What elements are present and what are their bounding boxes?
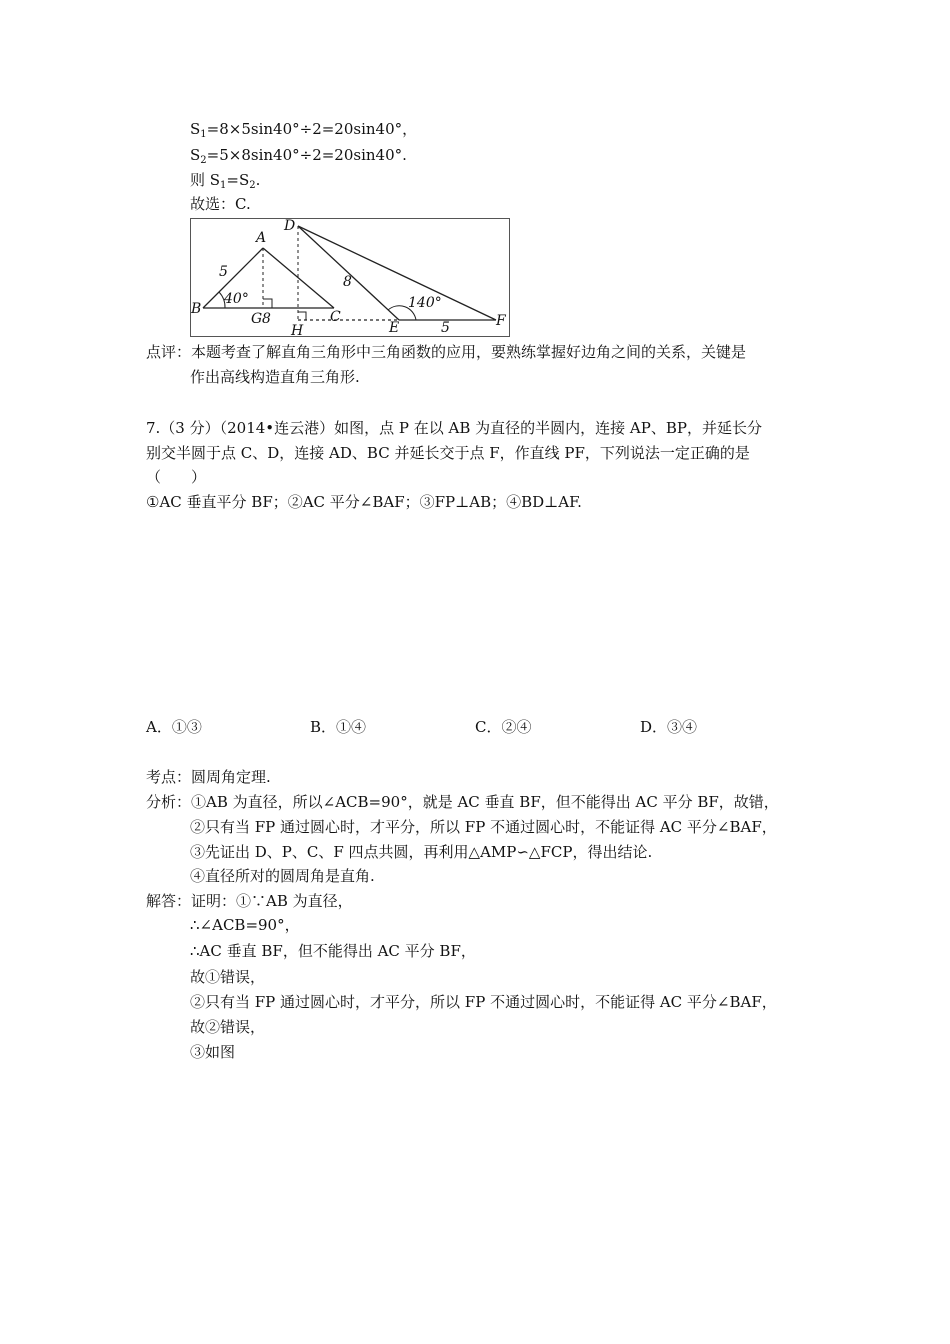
equation-s2 <box>190 145 407 171</box>
label-length-de: 8 <box>343 274 352 290</box>
conclusion-sub1: 1 <box>220 180 227 191</box>
label-length-ef: 5 <box>441 320 450 336</box>
s1-rhs: =8×5sin40°÷2=20sin40°， <box>206 120 418 138</box>
fenxi-line-4: ④直径所对的圆周角是直角. <box>190 867 375 885</box>
conclusion-sub2: 2 <box>249 180 256 191</box>
triangle-diagram <box>191 219 509 336</box>
right-angle-mark-g <box>263 299 272 308</box>
question-7-statements: ①AC 垂直平分 BF；②AC 平分∠BAF；③FP⊥AB；④BD⊥AF. <box>146 493 582 511</box>
equation-conclusion <box>190 170 260 196</box>
jieda-line-4: 故①错误， <box>190 968 266 986</box>
fenxi-label: 分析： <box>146 793 192 811</box>
kaodian-line <box>146 767 271 787</box>
s2-lhs: S <box>190 146 201 164</box>
fenxi-line-1 <box>146 792 779 812</box>
label-point-e: E <box>389 320 400 336</box>
jieda-line-1 <box>146 891 353 911</box>
comment-line-2: 作出高线构造直角三角形. <box>190 368 360 386</box>
option-d: D．③④ <box>640 718 698 736</box>
comment-text-1: 本题考查了解直角三角形中三角函数的应用，要熟练掌握好边角之间的关系，关键是 <box>191 343 747 361</box>
s2-rhs: =5×8sin40°÷2=20sin40°. <box>206 146 407 164</box>
kaodian-label: 考点： <box>146 768 192 786</box>
label-point-f: F <box>496 313 506 329</box>
jieda-line-7: ③如图 <box>190 1043 236 1061</box>
question-7-line-2: 别交半圆于点 C、D，连接 AD、BC 并延长交于点 F，作直线 PF，下列说法一定正确的是 <box>146 444 750 462</box>
comment-line-1 <box>146 342 746 362</box>
label-point-h: H <box>291 323 304 336</box>
label-point-b: B <box>191 301 202 317</box>
jieda-line-3: ∴AC 垂直 BF，但不能得出 AC 平分 BF， <box>190 942 476 960</box>
label-length-ab: 5 <box>219 264 228 280</box>
option-a: A．①③ <box>146 718 202 736</box>
question-7-line-3: （ ） <box>146 468 207 486</box>
triangle-figure <box>190 218 510 337</box>
jieda-line-2: ∴∠ACB=90°， <box>190 916 300 934</box>
fenxi-line-2: ②只有当 FP 通过圆心时，才平分，所以 FP 不通过圆心时，不能证得 AC 平分∠BAF， <box>190 818 777 836</box>
label-angle-e: 140° <box>408 295 442 311</box>
jieda-line-5: ②只有当 FP 通过圆心时，才平分，所以 FP 不通过圆心时，不能证得 AC 平分∠BAF， <box>190 993 777 1011</box>
segment-de <box>298 226 399 320</box>
label-length-bc: 8 <box>262 311 271 327</box>
kaodian-text: 圆周角定理. <box>191 768 271 786</box>
answer-choice: 故选：C. <box>190 195 251 213</box>
fenxi-line-3: ③先证出 D、P、C、F 四点共圆，再利用△AMP∽△FCP，得出结论. <box>190 843 653 861</box>
jieda-label: 解答： <box>146 892 192 910</box>
jieda-line-6: 故②错误， <box>190 1018 266 1036</box>
right-angle-mark-h <box>298 312 306 320</box>
comment-label: 点评： <box>146 343 192 361</box>
jieda-text-1: 证明：①∵AB 为直径， <box>191 892 353 910</box>
question-7-line-1: 7.（3 分）（2014•连云港）如图，点 P 在以 AB 为直径的半圆内，连接 AP、BP，并延长分 <box>146 419 762 437</box>
label-point-a: A <box>256 230 267 246</box>
conclusion-suffix: . <box>255 171 261 189</box>
conclusion-prefix: 则 S <box>190 171 221 189</box>
label-point-d: D <box>284 219 296 234</box>
equation-s1 <box>190 119 417 145</box>
option-c: C．②④ <box>475 718 532 736</box>
s2-sub: 2 <box>200 155 207 166</box>
s1-lhs: S <box>190 120 201 138</box>
label-point-g: G <box>251 311 263 327</box>
s1-sub: 1 <box>200 129 207 140</box>
label-angle-b: 40° <box>224 291 249 307</box>
fenxi-text-1: ①AB 为直径，所以∠ACB=90°，就是 AC 垂直 BF，但不能得出 AC 平分 BF，故错， <box>191 793 779 811</box>
option-b: B．①④ <box>310 718 367 736</box>
label-point-c: C <box>330 309 341 325</box>
conclusion-mid: =S <box>226 171 250 189</box>
